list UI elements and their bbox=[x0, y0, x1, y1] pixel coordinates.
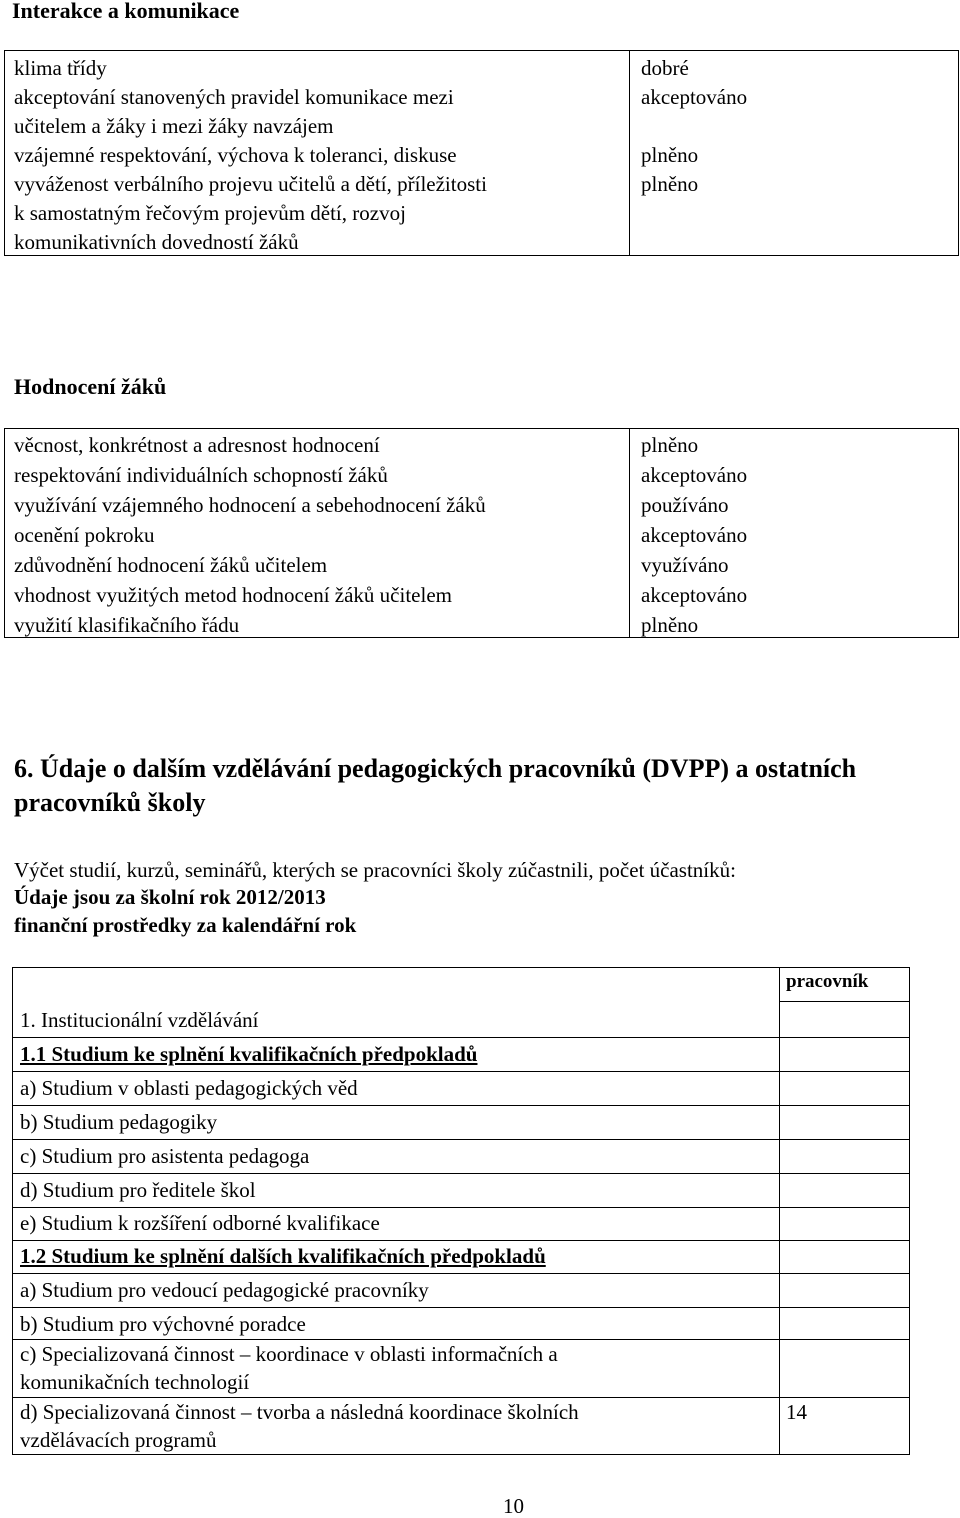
dvpp-row-label: a) Studium v oblasti pedagogických věd bbox=[20, 1076, 358, 1100]
dvpp-row-label: b) Studium pedagogiky bbox=[20, 1110, 218, 1134]
dvpp-table-divider bbox=[779, 967, 780, 1455]
dvpp-row-label: e) Studium k rozšíření odborné kvalifikace bbox=[20, 1211, 380, 1235]
interaction-rating: akceptováno bbox=[641, 85, 748, 109]
dvpp-row-label: b) Studium pro výchovné poradce bbox=[20, 1312, 306, 1336]
dvpp-row-label: c) Studium pro asistenta pedagoga bbox=[20, 1144, 310, 1168]
assessment-criterion: věcnost, konkrétnost a adresnost hodnocení bbox=[14, 433, 380, 457]
dvpp-row-value: 14 bbox=[786, 1400, 807, 1424]
dvpp-row-sep bbox=[12, 1139, 910, 1140]
dvpp-row-label: d) Specializovaná činnost – tvorba a následná koordinace školních bbox=[20, 1400, 579, 1424]
dvpp-row-sep bbox=[12, 1307, 910, 1308]
dvpp-row-label-continued: vzdělávacích programů bbox=[20, 1428, 217, 1452]
dvpp-row-label: a) Studium pro vedoucí pedagogické pracovníky bbox=[20, 1278, 429, 1302]
assessment-criterion: vhodnost využitých metod hodnocení žáků učitelem bbox=[14, 583, 452, 607]
dvpp-intro: Výčet studií, kurzů, seminářů, kterých se pracovníci školy zúčastnili, počet účastníků: bbox=[14, 858, 736, 882]
interaction-criterion: učitelem a žáky i mezi žáky navzájem bbox=[14, 114, 334, 138]
dvpp-row-label: d) Studium pro ředitele škol bbox=[20, 1178, 256, 1202]
interaction-criterion: klima třídy bbox=[14, 56, 107, 80]
interaction-criterion: akceptování stanovených pravidel komunikace mezi bbox=[14, 85, 454, 109]
interaction-rating bbox=[641, 228, 951, 257]
interaction-criterion: vzájemné respektování, výchova k toleranci, diskuse bbox=[14, 143, 457, 167]
interaction-rating bbox=[641, 112, 951, 141]
assessment-criterion: respektování individuálních schopností žáků bbox=[14, 463, 388, 487]
assessment-rating: využíváno bbox=[641, 553, 729, 577]
dvpp-row-label: 1.1 Studium ke splnění kvalifikačních předpokladů bbox=[20, 1042, 478, 1066]
dvpp-row-sep bbox=[12, 1071, 910, 1072]
assessment-table-divider bbox=[629, 428, 630, 638]
assessment-rating: akceptováno bbox=[641, 523, 748, 547]
assessment-criteria bbox=[14, 430, 624, 640]
interaction-criterion: k samostatným řečovým projevům dětí, rozvoj bbox=[14, 201, 406, 225]
assessment-ratings bbox=[641, 430, 951, 640]
dvpp-row-label: c) Specializovaná činnost – koordinace v oblasti informačních a bbox=[20, 1342, 558, 1366]
dvpp-heading-line1: 6. Údaje o dalším vzdělávání pedagogických pracovníků (DVPP) a ostatních bbox=[14, 754, 857, 783]
assessment-rating: používáno bbox=[641, 493, 729, 517]
interaction-rating: dobré bbox=[641, 56, 689, 80]
interaction-ratings bbox=[641, 54, 951, 257]
dvpp-row-label: 1. Institucionální vzdělávání bbox=[20, 1008, 259, 1032]
dvpp-row-label-continued: komunikačních technologií bbox=[20, 1370, 250, 1394]
dvpp-note-finance: finanční prostředky za kalendářní rok bbox=[14, 913, 357, 937]
page-number: 10 bbox=[503, 1494, 524, 1518]
section-title-interaction: Interakce a komunikace bbox=[12, 0, 240, 23]
interaction-criterion: komunikativních dovedností žáků bbox=[14, 230, 299, 254]
assessment-rating: akceptováno bbox=[641, 463, 748, 487]
interaction-rating bbox=[641, 199, 951, 228]
dvpp-row-sep bbox=[12, 1273, 910, 1274]
interaction-table-divider bbox=[629, 50, 630, 256]
dvpp-column-header: pracovník bbox=[786, 971, 869, 992]
dvpp-row-sep bbox=[12, 1105, 910, 1106]
dvpp-header-rule bbox=[779, 1001, 910, 1002]
interaction-rating: plněno bbox=[641, 143, 699, 167]
dvpp-heading-line2: pracovníků školy bbox=[14, 788, 206, 817]
assessment-criterion: ocenění pokroku bbox=[14, 523, 155, 547]
assessment-criterion: využívání vzájemného hodnocení a sebehodnocení žáků bbox=[14, 493, 486, 517]
dvpp-note-year: Údaje jsou za školní rok 2012/2013 bbox=[14, 885, 326, 909]
dvpp-row-sep bbox=[12, 1173, 910, 1174]
dvpp-row-sep bbox=[12, 1240, 910, 1241]
assessment-criterion: zdůvodnění hodnocení žáků učitelem bbox=[14, 553, 328, 577]
assessment-rating: akceptováno bbox=[641, 583, 748, 607]
assessment-rating: plněno bbox=[641, 613, 699, 637]
dvpp-row-sep bbox=[12, 1037, 910, 1038]
section-title-assessment: Hodnocení žáků bbox=[14, 374, 167, 399]
dvpp-row-sep bbox=[12, 1207, 910, 1208]
interaction-criteria bbox=[14, 54, 624, 257]
interaction-rating: plněno bbox=[641, 172, 699, 196]
dvpp-row-label: 1.2 Studium ke splnění dalších kvalifikačních předpokladů bbox=[20, 1244, 546, 1268]
interaction-criterion: vyváženost verbálního projevu učitelů a dětí, příležitosti bbox=[14, 172, 487, 196]
assessment-rating: plněno bbox=[641, 433, 699, 457]
assessment-criterion: využití klasifikačního řádu bbox=[14, 613, 240, 637]
